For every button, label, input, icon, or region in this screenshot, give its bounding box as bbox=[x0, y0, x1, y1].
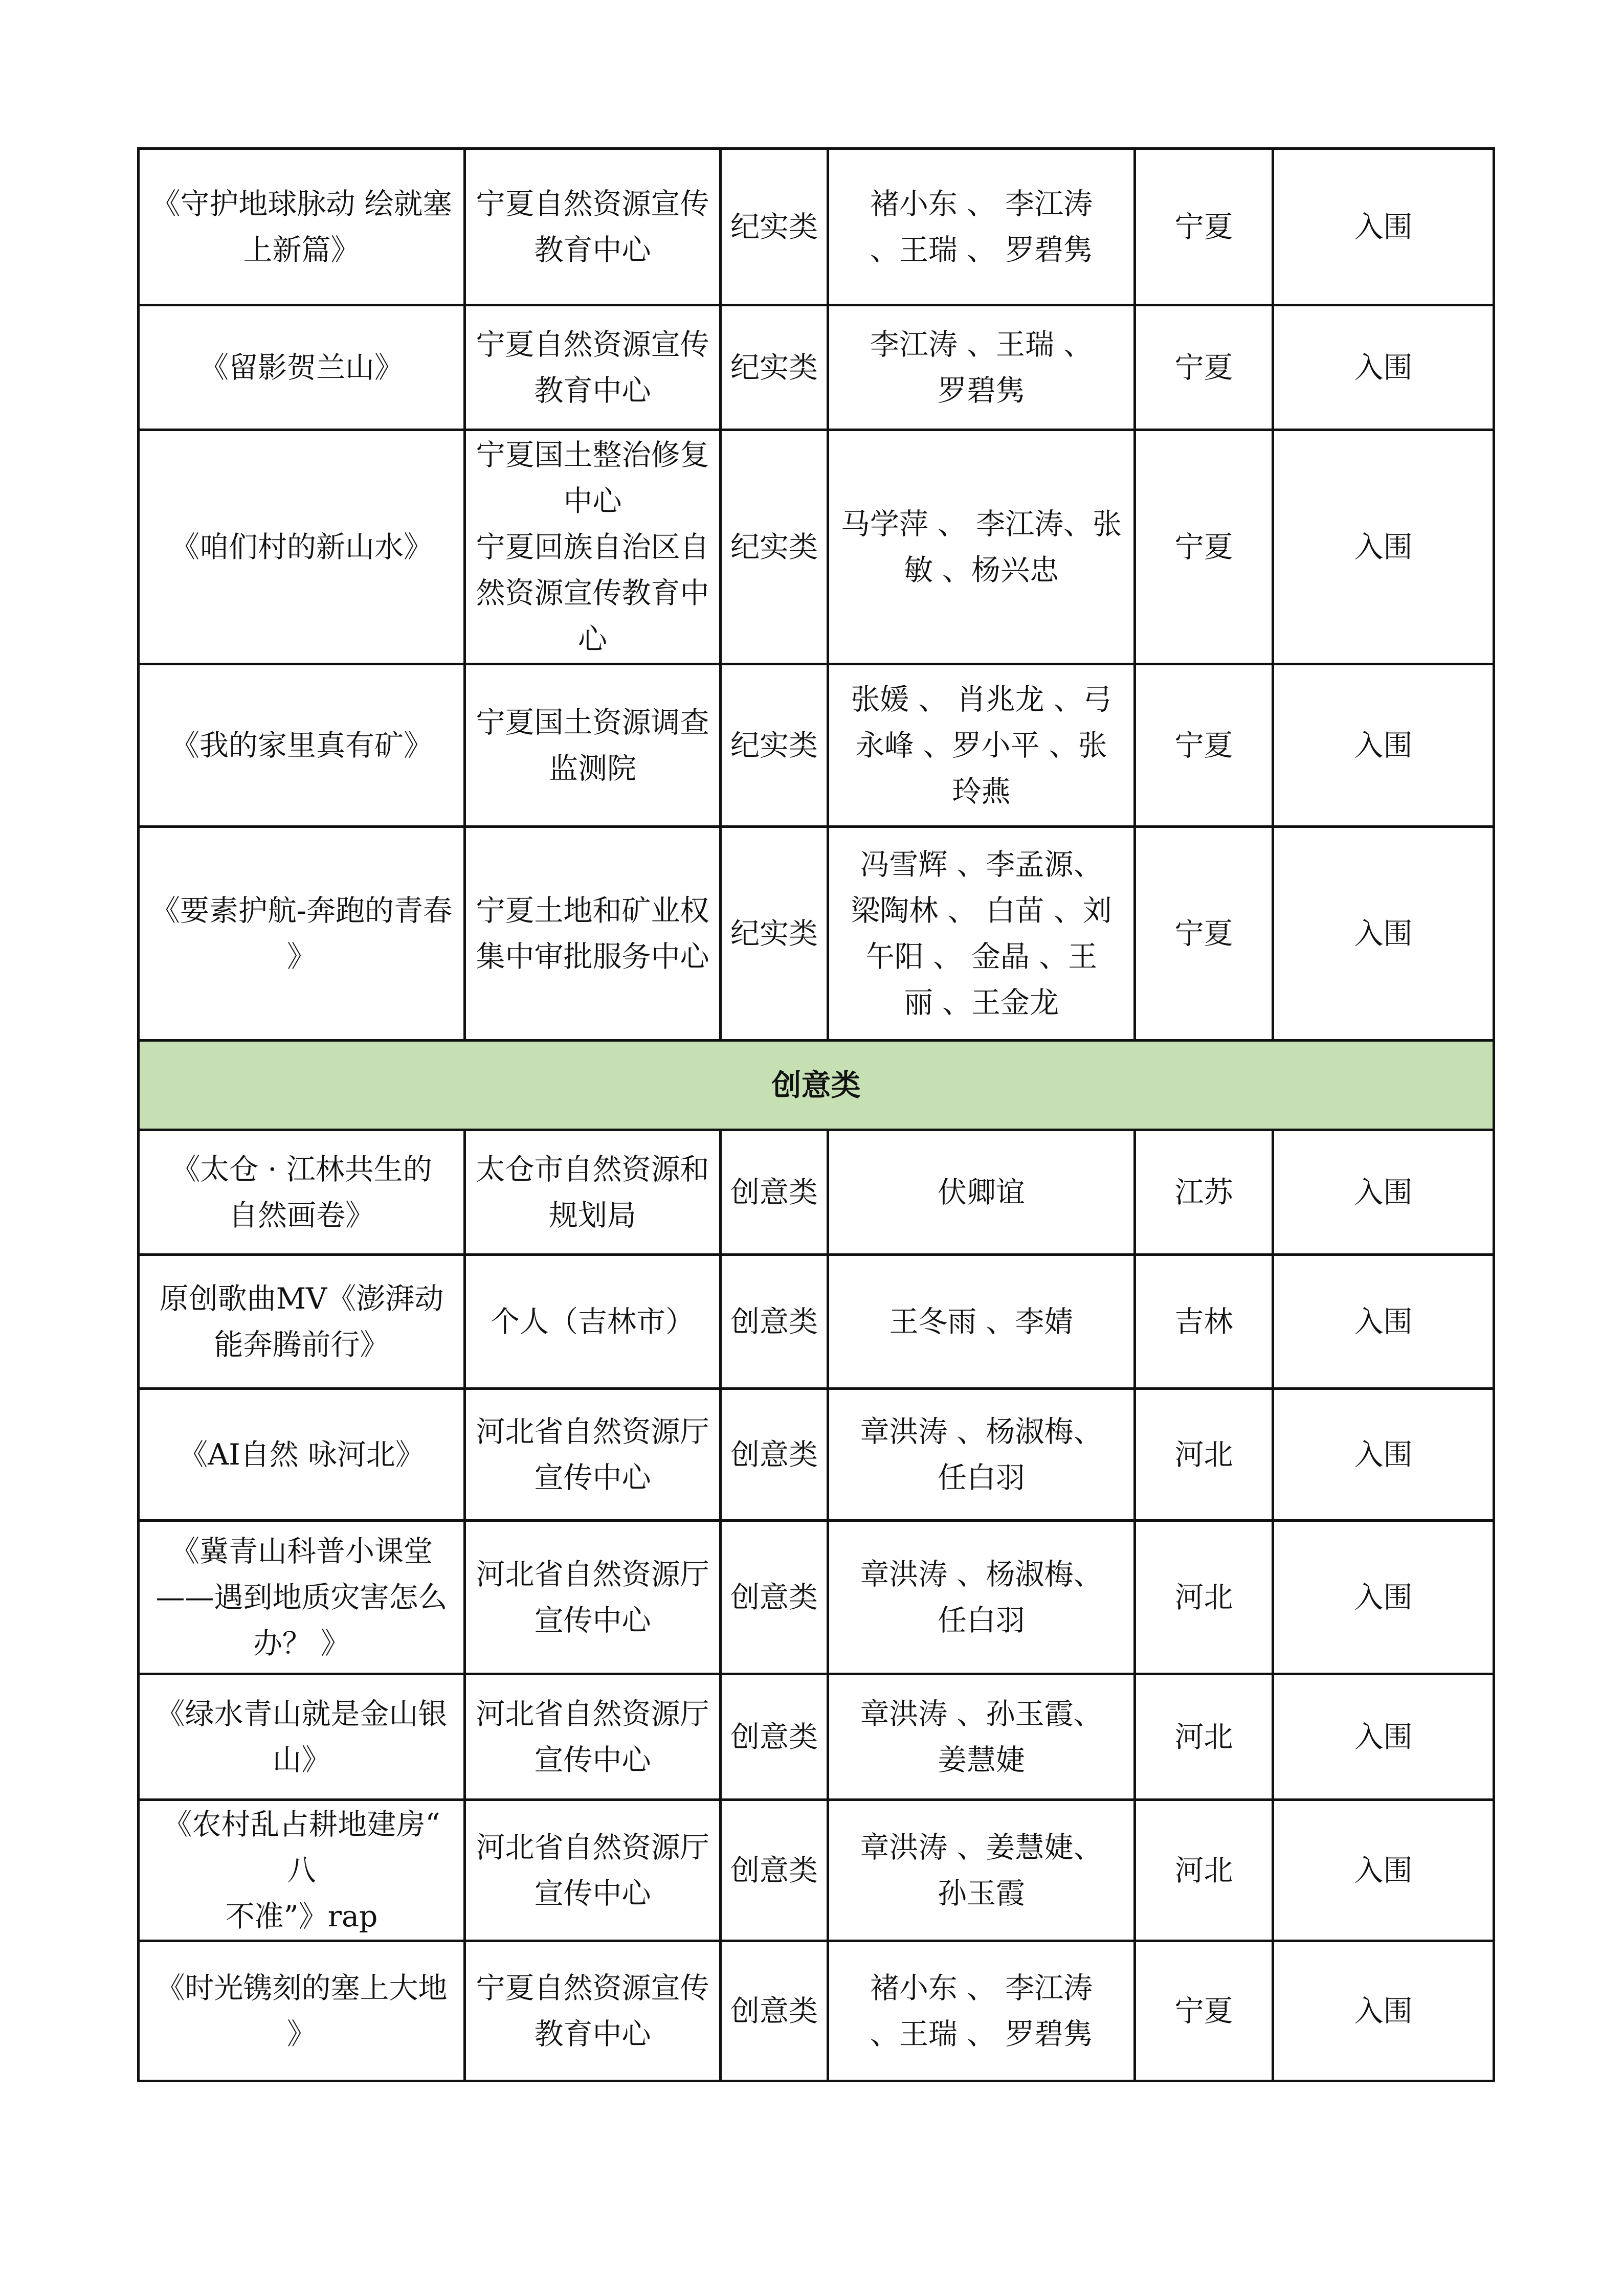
cell-text-line: 》 bbox=[287, 939, 316, 974]
table-row bbox=[139, 149, 1494, 305]
cell-text-line: 创意类 bbox=[730, 1720, 818, 1754]
cell-text-line: 章洪涛 、孙玉霞、 bbox=[860, 1697, 1103, 1731]
cell-text-line: 褚小东 、 李江涛 bbox=[870, 187, 1093, 221]
cell-text-line: 入围 bbox=[1354, 1175, 1413, 1209]
cell-text-line: 、王瑞 、 罗碧隽 bbox=[870, 2017, 1093, 2051]
category-cell bbox=[721, 1521, 828, 1674]
work-title-cell bbox=[139, 1941, 465, 2081]
cell-text-line: 《要素护航-奔跑的青春 bbox=[150, 893, 453, 928]
cell-text-line: 创意类 bbox=[730, 1580, 818, 1614]
cell-text-line: 纪实类 bbox=[730, 350, 818, 385]
cell-text-line: 丽 、王金龙 bbox=[903, 985, 1059, 1020]
cell-text-line: 宁夏自然资源宣传 bbox=[476, 1971, 709, 2005]
cell-text-line: 宁夏国土资源调查 bbox=[476, 705, 709, 739]
entries-table-body bbox=[139, 149, 1494, 2081]
cell-text-line: 河北 bbox=[1174, 1853, 1233, 1887]
cell-text-line: 中心 bbox=[563, 484, 622, 518]
cell-text-line: 八 bbox=[287, 1853, 316, 1887]
cell-text-line: 规划局 bbox=[549, 1198, 636, 1232]
result-cell bbox=[1273, 305, 1494, 430]
cell-text-line: 河北 bbox=[1174, 1580, 1233, 1614]
result-cell bbox=[1273, 1389, 1494, 1521]
cell-text-line: 江苏 bbox=[1174, 1175, 1233, 1209]
cell-text-line: 创意类 bbox=[730, 1304, 818, 1339]
cell-text-line: 章洪涛 、杨淑梅、 bbox=[860, 1414, 1103, 1449]
cell-text-line: 《AI自然 咏河北》 bbox=[179, 1437, 425, 1472]
cell-text-line: 太仓市自然资源和 bbox=[476, 1152, 709, 1186]
organization-cell bbox=[465, 1389, 721, 1521]
work-title-cell bbox=[139, 1521, 465, 1674]
cell-text-line: 宁夏 bbox=[1174, 728, 1233, 762]
cell-text-line: 《留影贺兰山》 bbox=[199, 350, 404, 385]
cell-text-line: 李江涛 、王瑞 、 bbox=[870, 327, 1093, 362]
category-cell bbox=[721, 149, 828, 305]
cell-text-line: 纪实类 bbox=[730, 728, 818, 762]
cell-text-line: 河北省自然资源厅 bbox=[476, 1557, 709, 1591]
authors-cell bbox=[828, 149, 1135, 305]
cell-text-line: 永峰 、罗小平 、张 bbox=[855, 728, 1107, 762]
cell-text-line: 入围 bbox=[1354, 1994, 1413, 2028]
cell-text-line: 入围 bbox=[1354, 728, 1413, 762]
cell-text-line: 入围 bbox=[1354, 1580, 1413, 1614]
cell-text-line: 《咱们村的新山水》 bbox=[170, 530, 433, 564]
cell-text-line: 伏卿谊 bbox=[938, 1175, 1025, 1209]
cell-text-line: 宁夏 bbox=[1174, 916, 1233, 951]
organization-cell bbox=[465, 664, 721, 827]
region-cell bbox=[1135, 1521, 1273, 1674]
cell-text-line: 创意类 bbox=[730, 1175, 818, 1209]
cell-text-line: 入围 bbox=[1354, 350, 1413, 385]
cell-text-line: 然资源宣传教育中 bbox=[476, 576, 709, 610]
cell-text-line: 《守护地球脉动 绘就塞 bbox=[151, 187, 452, 221]
cell-text-line: 纪实类 bbox=[730, 530, 818, 564]
cell-text-line: 创意类 bbox=[730, 1994, 818, 2028]
cell-text-line: 教育中心 bbox=[534, 373, 651, 408]
region-cell bbox=[1135, 305, 1273, 430]
cell-text-line: 冯雪辉 、李孟源、 bbox=[860, 847, 1103, 882]
category-cell bbox=[721, 1255, 828, 1389]
result-cell bbox=[1273, 1674, 1494, 1800]
result-cell bbox=[1273, 1941, 1494, 2081]
cell-text-line: 河北省自然资源厅 bbox=[476, 1414, 709, 1449]
cell-text-line: 原创歌曲MV《澎湃动 bbox=[159, 1281, 444, 1316]
region-cell bbox=[1135, 430, 1273, 664]
work-title-cell bbox=[139, 430, 465, 664]
result-cell bbox=[1273, 1521, 1494, 1674]
cell-text-line: 入围 bbox=[1354, 1853, 1413, 1887]
cell-text-line: 梁陶林 、 白苗 、刘 bbox=[851, 893, 1112, 928]
cell-text-line: 教育中心 bbox=[534, 233, 651, 267]
region-cell bbox=[1135, 664, 1273, 827]
region-cell bbox=[1135, 827, 1273, 1041]
work-title-cell bbox=[139, 1255, 465, 1389]
cell-text-line: 能奔腾前行》 bbox=[214, 1327, 389, 1362]
result-cell bbox=[1273, 430, 1494, 664]
cell-text-line: 马学萍 、 李江涛、张 bbox=[840, 507, 1122, 541]
cell-text-line: 吉林 bbox=[1174, 1304, 1233, 1339]
result-cell bbox=[1273, 1800, 1494, 1941]
result-cell bbox=[1273, 664, 1494, 827]
cell-text-line: 创意类 bbox=[730, 1437, 818, 1472]
region-cell bbox=[1135, 1389, 1273, 1521]
table-row bbox=[139, 827, 1494, 1041]
table-row bbox=[139, 1389, 1494, 1521]
authors-cell bbox=[828, 305, 1135, 430]
cell-text-line: 教育中心 bbox=[534, 2017, 651, 2051]
cell-text-line: 宁夏 bbox=[1174, 350, 1233, 385]
organization-cell bbox=[465, 1130, 721, 1255]
cell-text-line: 入围 bbox=[1354, 916, 1413, 951]
table-row bbox=[139, 1255, 1494, 1389]
work-title-cell bbox=[139, 1389, 465, 1521]
category-cell bbox=[721, 1130, 828, 1255]
authors-cell bbox=[828, 1521, 1135, 1674]
authors-cell bbox=[828, 1941, 1135, 2081]
result-cell bbox=[1273, 149, 1494, 305]
result-cell bbox=[1273, 827, 1494, 1041]
region-cell bbox=[1135, 1130, 1273, 1255]
cell-text-line: 集中审批服务中心 bbox=[476, 939, 709, 974]
cell-text-line: 褚小东 、 李江涛 bbox=[870, 1971, 1093, 2005]
category-cell bbox=[721, 1800, 828, 1941]
result-cell bbox=[1273, 1255, 1494, 1389]
region-cell bbox=[1135, 1674, 1273, 1800]
cell-text-line: 宁夏自然资源宣传 bbox=[476, 327, 709, 362]
region-cell bbox=[1135, 1800, 1273, 1941]
category-cell bbox=[721, 1389, 828, 1521]
authors-cell bbox=[828, 1130, 1135, 1255]
table-row bbox=[139, 1941, 1494, 2081]
table-row bbox=[139, 305, 1494, 430]
authors-cell bbox=[828, 430, 1135, 664]
cell-text-line: 纪实类 bbox=[730, 916, 818, 951]
cell-text-line: 宁夏回族自治区自 bbox=[476, 530, 709, 564]
organization-cell bbox=[465, 430, 721, 664]
cell-text-line: 章洪涛 、杨淑梅、 bbox=[860, 1557, 1103, 1591]
work-title-cell bbox=[139, 305, 465, 430]
cell-text-line: 宁夏自然资源宣传 bbox=[476, 187, 709, 221]
category-cell bbox=[721, 664, 828, 827]
cell-text-line: 《农村乱占耕地建房“ bbox=[163, 1807, 440, 1841]
cell-text-line: 个人（吉林市） bbox=[491, 1304, 695, 1339]
table-row bbox=[139, 430, 1494, 664]
authors-cell bbox=[828, 1255, 1135, 1389]
cell-text-line: 不准”》rap bbox=[225, 1899, 378, 1933]
work-title-cell bbox=[139, 1800, 465, 1941]
cell-text-line: 入围 bbox=[1354, 1304, 1413, 1339]
section-header-cell: 创意类 bbox=[139, 1041, 1494, 1130]
region-cell bbox=[1135, 1255, 1273, 1389]
cell-text-line: 宣传中心 bbox=[534, 1603, 651, 1637]
result-cell bbox=[1273, 1130, 1494, 1255]
cell-text-line: 《太仓 · 江林共生的 bbox=[171, 1152, 432, 1186]
authors-cell bbox=[828, 1800, 1135, 1941]
cell-text-line: 河北省自然资源厅 bbox=[476, 1830, 709, 1864]
category-cell bbox=[721, 1674, 828, 1800]
region-cell bbox=[1135, 149, 1273, 305]
category-cell bbox=[721, 305, 828, 430]
cell-text-line: 河北 bbox=[1174, 1437, 1233, 1472]
cell-text-line: 宁夏 bbox=[1174, 1994, 1233, 2028]
cell-text-line: 监测院 bbox=[549, 751, 636, 785]
cell-text-line: 《绿水青山就是金山银 bbox=[155, 1697, 448, 1731]
work-title-cell bbox=[139, 149, 465, 305]
cell-text-line: 河北 bbox=[1174, 1720, 1233, 1754]
cell-text-line: 河北省自然资源厅 bbox=[476, 1697, 709, 1731]
authors-cell bbox=[828, 1389, 1135, 1521]
cell-text-line: 宁夏国土整治修复 bbox=[476, 438, 709, 472]
cell-text-line: 入围 bbox=[1354, 1437, 1413, 1472]
cell-text-line: 宁夏土地和矿业权 bbox=[476, 893, 709, 928]
organization-cell bbox=[465, 1255, 721, 1389]
cell-text-line: 宣传中心 bbox=[534, 1876, 651, 1910]
cell-text-line: 创意类 bbox=[730, 1853, 818, 1887]
section-header-row bbox=[139, 1041, 1494, 1130]
table-row bbox=[139, 1521, 1494, 1674]
cell-text-line: 入围 bbox=[1354, 210, 1413, 244]
entries-table bbox=[137, 147, 1495, 2082]
authors-cell bbox=[828, 1674, 1135, 1800]
table-row bbox=[139, 1800, 1494, 1941]
cell-text-line: 宣传中心 bbox=[534, 1460, 651, 1495]
cell-text-line: 自然画卷》 bbox=[229, 1198, 374, 1232]
region-cell bbox=[1135, 1941, 1273, 2081]
cell-text-line: 》 bbox=[287, 2017, 316, 2051]
organization-cell bbox=[465, 1521, 721, 1674]
cell-text-line: 山》 bbox=[272, 1743, 331, 1777]
cell-text-line: 罗碧隽 bbox=[938, 373, 1025, 408]
authors-cell bbox=[828, 664, 1135, 827]
cell-text-line: 入围 bbox=[1354, 1720, 1413, 1754]
organization-cell bbox=[465, 1674, 721, 1800]
cell-text-line: 张媛 、 肖兆龙 、弓 bbox=[851, 682, 1112, 716]
organization-cell bbox=[465, 305, 721, 430]
work-title-cell bbox=[139, 1674, 465, 1800]
organization-cell bbox=[465, 1800, 721, 1941]
category-cell bbox=[721, 827, 828, 1041]
table-row bbox=[139, 1674, 1494, 1800]
category-cell bbox=[721, 430, 828, 664]
cell-text-line: ——遇到地质灾害怎么 bbox=[155, 1580, 448, 1614]
cell-text-line: 上新篇》 bbox=[243, 233, 360, 267]
cell-text-line: 孙玉霞 bbox=[938, 1876, 1025, 1910]
cell-text-line: 敏 、杨兴忠 bbox=[903, 553, 1059, 587]
cell-text-line: 入围 bbox=[1354, 530, 1413, 564]
work-title-cell bbox=[139, 664, 465, 827]
work-title-cell bbox=[139, 827, 465, 1041]
cell-text-line: 王冬雨 、李婧 bbox=[889, 1304, 1074, 1339]
cell-text-line: 玲燕 bbox=[952, 774, 1011, 808]
cell-text-line: 《我的家里真有矿》 bbox=[170, 728, 433, 762]
cell-text-line: 任白羽 bbox=[938, 1460, 1025, 1495]
organization-cell bbox=[465, 149, 721, 305]
cell-text-line: 心 bbox=[578, 622, 607, 656]
cell-text-line: 《时光镌刻的塞上大地 bbox=[155, 1971, 448, 2005]
cell-text-line: 宁夏 bbox=[1174, 530, 1233, 564]
cell-text-line: 姜慧婕 bbox=[938, 1743, 1025, 1777]
cell-text-line: 办？ 》 bbox=[253, 1626, 350, 1660]
cell-text-line: 宁夏 bbox=[1174, 210, 1233, 244]
organization-cell bbox=[465, 1941, 721, 2081]
organization-cell bbox=[465, 827, 721, 1041]
cell-text-line: 、王瑞 、 罗碧隽 bbox=[870, 233, 1093, 267]
category-cell bbox=[721, 1941, 828, 2081]
cell-text-line: 任白羽 bbox=[938, 1603, 1025, 1637]
work-title-cell bbox=[139, 1130, 465, 1255]
table-row bbox=[139, 664, 1494, 827]
authors-cell bbox=[828, 827, 1135, 1041]
cell-text-line: 章洪涛 、姜慧婕、 bbox=[860, 1830, 1103, 1864]
cell-text-line: 纪实类 bbox=[730, 210, 818, 244]
cell-text-line: 宣传中心 bbox=[534, 1743, 651, 1777]
cell-text-line: 午阳 、 金晶 、王 bbox=[865, 939, 1098, 974]
cell-text-line: 《冀青山科普小课堂 bbox=[170, 1534, 433, 1568]
table-row bbox=[139, 1130, 1494, 1255]
